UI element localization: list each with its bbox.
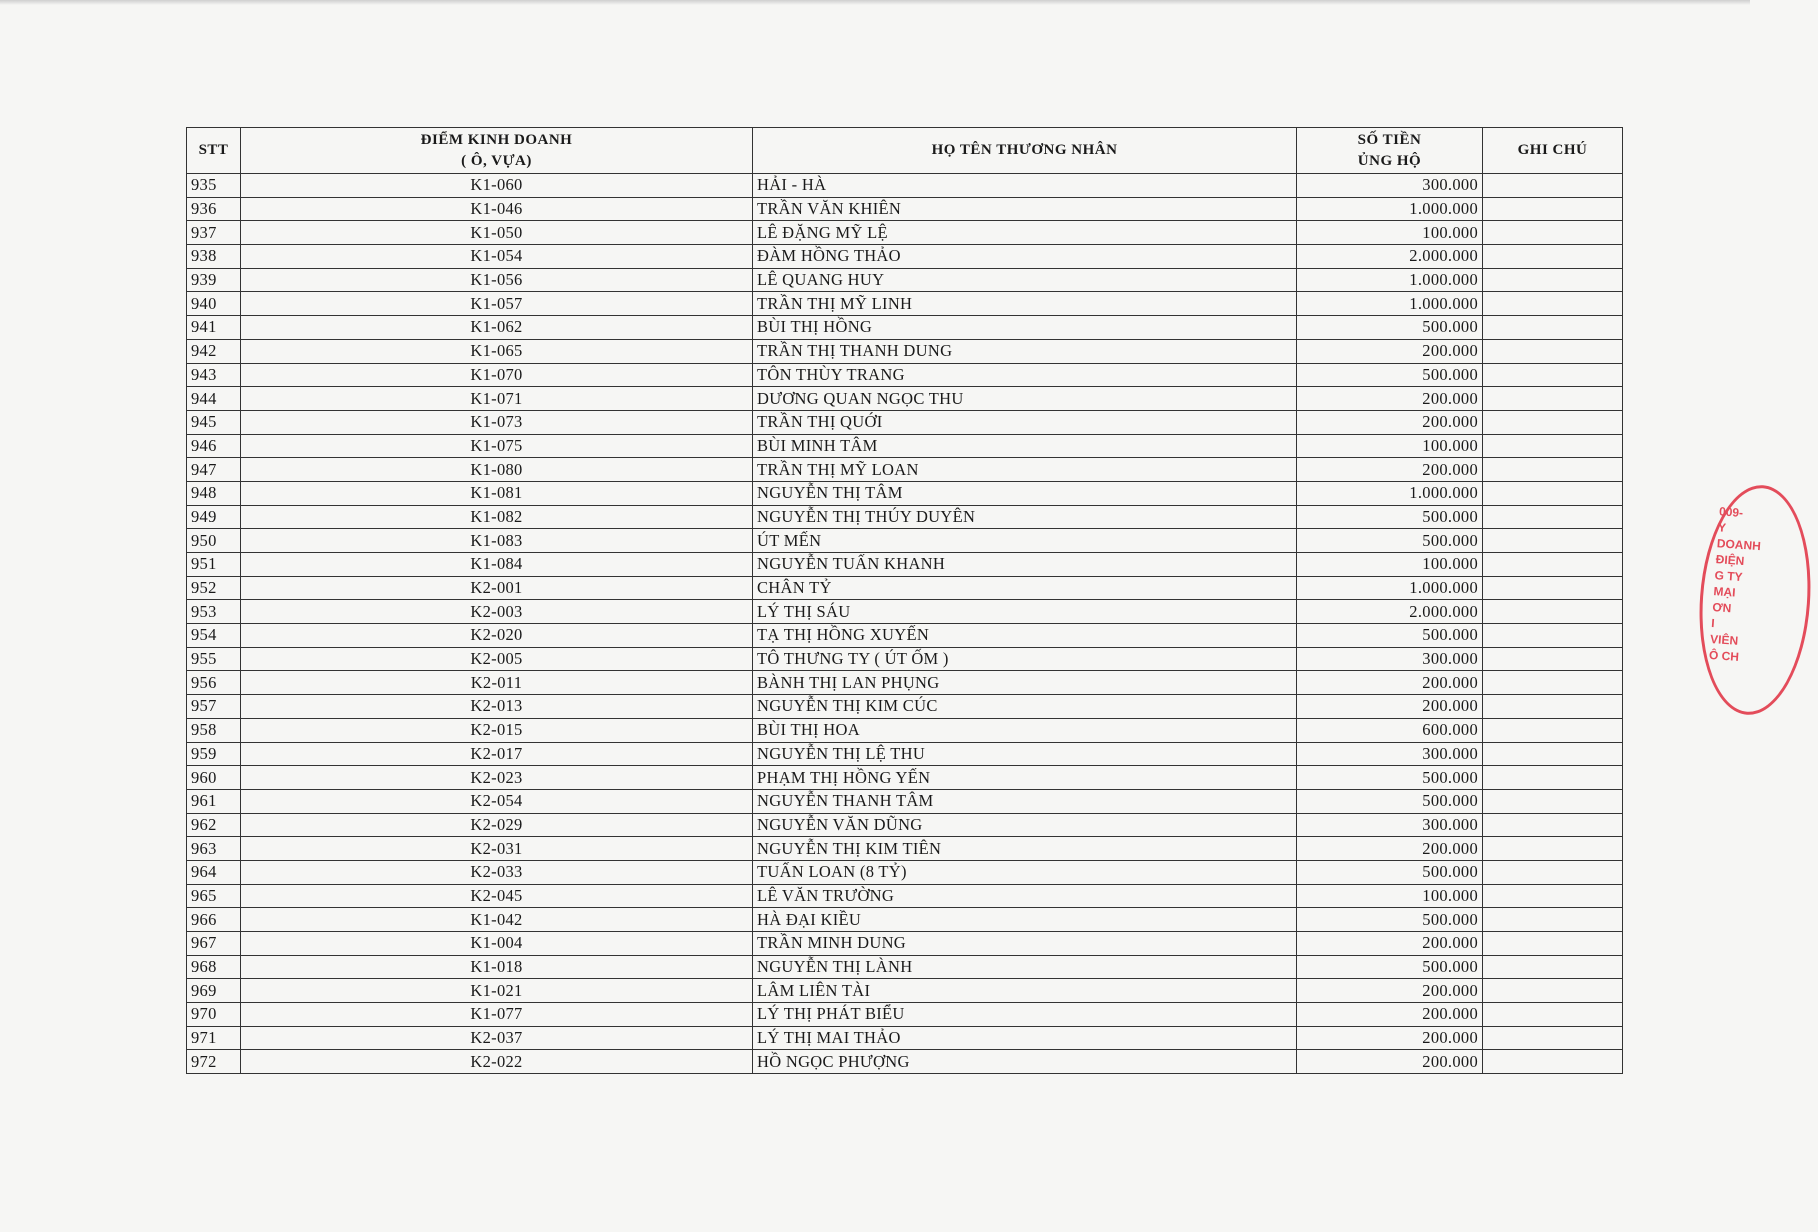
cell-business-point: K1-046: [241, 197, 753, 221]
cell-business-point: K2-017: [241, 742, 753, 766]
cell-amount: 1.000.000: [1297, 576, 1483, 600]
cell-note: [1483, 884, 1623, 908]
page-top-edge: [0, 0, 1750, 5]
table-row: [187, 600, 1623, 624]
cell-note: [1483, 576, 1623, 600]
cell-merchant-name: TÔN THÙY TRANG: [753, 363, 1297, 387]
cell-business-point: K2-023: [241, 766, 753, 790]
cell-stt: 948: [187, 481, 241, 505]
header-business-point-line2: ( Ô, VỰA): [461, 152, 532, 169]
table-row: [187, 908, 1623, 932]
cell-amount: 500.000: [1297, 363, 1483, 387]
cell-amount: 100.000: [1297, 434, 1483, 458]
cell-amount: 300.000: [1297, 174, 1483, 198]
cell-stt: 964: [187, 860, 241, 884]
cell-merchant-name: HẢI - HÀ: [753, 174, 1297, 198]
cell-amount: 1.000.000: [1297, 481, 1483, 505]
table-row: [187, 837, 1623, 861]
cell-amount: 100.000: [1297, 553, 1483, 577]
cell-stt: 957: [187, 695, 241, 719]
cell-merchant-name: ÚT MẾN: [753, 529, 1297, 553]
cell-stt: 962: [187, 813, 241, 837]
cell-amount: 500.000: [1297, 908, 1483, 932]
cell-amount: 500.000: [1297, 316, 1483, 340]
cell-merchant-name: DƯƠNG QUAN NGỌC THU: [753, 387, 1297, 411]
cell-merchant-name: NGUYỄN THỊ LÀNH: [753, 955, 1297, 979]
cell-business-point: K1-070: [241, 363, 753, 387]
cell-note: [1483, 955, 1623, 979]
cell-amount: 500.000: [1297, 529, 1483, 553]
cell-business-point: K1-071: [241, 387, 753, 411]
header-amount-line2: ỦNG HỘ: [1357, 152, 1422, 169]
cell-stt: 946: [187, 434, 241, 458]
cell-merchant-name: LÝ THỊ MAI THẢO: [753, 1026, 1297, 1050]
cell-note: [1483, 339, 1623, 363]
cell-business-point: K2-020: [241, 624, 753, 648]
cell-note: [1483, 979, 1623, 1003]
cell-merchant-name: BÀNH THỊ LAN PHỤNG: [753, 671, 1297, 695]
cell-note: [1483, 718, 1623, 742]
cell-business-point: K1-056: [241, 268, 753, 292]
cell-merchant-name: HÀ ĐẠI KIỀU: [753, 908, 1297, 932]
cell-amount: 100.000: [1297, 221, 1483, 245]
cell-business-point: K2-011: [241, 671, 753, 695]
table-row: [187, 363, 1623, 387]
cell-business-point: K1-084: [241, 553, 753, 577]
cell-merchant-name: TRẦN THỊ QUỚI: [753, 410, 1297, 434]
cell-business-point: K1-018: [241, 955, 753, 979]
cell-amount: 100.000: [1297, 884, 1483, 908]
stamp-text-line: Y: [1717, 520, 1727, 535]
cell-business-point: K2-001: [241, 576, 753, 600]
table-row: [187, 481, 1623, 505]
stamp-text-line: G TY: [1714, 568, 1744, 585]
cell-stt: 956: [187, 671, 241, 695]
table-body: [187, 174, 1623, 1074]
table-row: [187, 789, 1623, 813]
cell-note: [1483, 624, 1623, 648]
cell-merchant-name: TUẤN LOAN (8 TỶ): [753, 860, 1297, 884]
cell-stt: 951: [187, 553, 241, 577]
cell-merchant-name: TRẦN MINH DUNG: [753, 932, 1297, 956]
cell-amount: 200.000: [1297, 671, 1483, 695]
table-row: [187, 695, 1623, 719]
table-row: [187, 268, 1623, 292]
cell-merchant-name: CHÂN TỶ: [753, 576, 1297, 600]
cell-merchant-name: NGUYỄN VĂN DŨNG: [753, 813, 1297, 837]
table-row: [187, 742, 1623, 766]
cell-stt: 953: [187, 600, 241, 624]
header-merchant-name: [753, 128, 1297, 174]
cell-stt: 961: [187, 789, 241, 813]
cell-merchant-name: NGUYỄN THỊ LỆ THU: [753, 742, 1297, 766]
table-row: [187, 316, 1623, 340]
cell-stt: 966: [187, 908, 241, 932]
cell-amount: 200.000: [1297, 410, 1483, 434]
stamp-text-line: 009-: [1718, 504, 1744, 520]
cell-merchant-name: BÙI THỊ HỒNG: [753, 316, 1297, 340]
red-seal-stamp: [1692, 481, 1818, 718]
cell-stt: 936: [187, 197, 241, 221]
cell-note: [1483, 529, 1623, 553]
cell-note: [1483, 268, 1623, 292]
stamp-text-line: ĐIỆN: [1715, 552, 1745, 569]
cell-business-point: K1-060: [241, 174, 753, 198]
table-row: [187, 434, 1623, 458]
cell-merchant-name: HỒ NGỌC PHƯỢNG: [753, 1050, 1297, 1074]
cell-note: [1483, 647, 1623, 671]
header-stt-label: STT: [198, 142, 229, 158]
cell-note: [1483, 742, 1623, 766]
cell-amount: 2.000.000: [1297, 600, 1483, 624]
table-row: [187, 576, 1623, 600]
cell-business-point: K1-054: [241, 245, 753, 269]
stamp-text-line: I: [1710, 616, 1716, 631]
cell-note: [1483, 813, 1623, 837]
table-row: [187, 529, 1623, 553]
cell-business-point: K1-050: [241, 221, 753, 245]
cell-note: [1483, 245, 1623, 269]
header-stt: [187, 128, 241, 174]
table-row: [187, 1050, 1623, 1074]
cell-merchant-name: LÂM LIÊN TÀI: [753, 979, 1297, 1003]
cell-note: [1483, 860, 1623, 884]
cell-stt: 954: [187, 624, 241, 648]
cell-amount: 1.000.000: [1297, 268, 1483, 292]
cell-business-point: K2-031: [241, 837, 753, 861]
cell-merchant-name: NGUYỄN THỊ TÂM: [753, 481, 1297, 505]
cell-business-point: K1-075: [241, 434, 753, 458]
cell-merchant-name: NGUYỄN THỊ THÚY DUYÊN: [753, 505, 1297, 529]
cell-merchant-name: TÔ THƯNG TY ( ÚT ỐM ): [753, 647, 1297, 671]
table-row: [187, 387, 1623, 411]
table-header-row: [187, 128, 1623, 174]
cell-business-point: K2-005: [241, 647, 753, 671]
stamp-text-line: ƠN: [1711, 600, 1732, 616]
cell-note: [1483, 553, 1623, 577]
cell-stt: 952: [187, 576, 241, 600]
cell-amount: 200.000: [1297, 695, 1483, 719]
table-row: [187, 458, 1623, 482]
cell-merchant-name: TRẦN THỊ MỸ LINH: [753, 292, 1297, 316]
cell-stt: 943: [187, 363, 241, 387]
table-row: [187, 505, 1623, 529]
header-amount: [1297, 128, 1483, 174]
table-row: [187, 647, 1623, 671]
cell-stt: 963: [187, 837, 241, 861]
cell-note: [1483, 458, 1623, 482]
cell-merchant-name: LÝ THỊ PHÁT BIỂU: [753, 1003, 1297, 1027]
cell-business-point: K1-042: [241, 908, 753, 932]
cell-stt: 971: [187, 1026, 241, 1050]
cell-merchant-name: TRẦN THỊ MỸ LOAN: [753, 458, 1297, 482]
cell-amount: 500.000: [1297, 860, 1483, 884]
cell-stt: 959: [187, 742, 241, 766]
cell-stt: 950: [187, 529, 241, 553]
table-row: [187, 860, 1623, 884]
cell-note: [1483, 837, 1623, 861]
cell-business-point: K2-033: [241, 860, 753, 884]
cell-amount: 200.000: [1297, 387, 1483, 411]
cell-stt: 965: [187, 884, 241, 908]
cell-note: [1483, 434, 1623, 458]
table-row: [187, 624, 1623, 648]
cell-note: [1483, 600, 1623, 624]
cell-stt: 939: [187, 268, 241, 292]
cell-merchant-name: TẠ THỊ HỒNG XUYẾN: [753, 624, 1297, 648]
table-row: [187, 932, 1623, 956]
cell-business-point: K1-077: [241, 1003, 753, 1027]
cell-business-point: K1-021: [241, 979, 753, 1003]
cell-merchant-name: LÊ VĂN TRƯỜNG: [753, 884, 1297, 908]
table-row: [187, 955, 1623, 979]
cell-note: [1483, 221, 1623, 245]
table-row: [187, 671, 1623, 695]
cell-stt: 967: [187, 932, 241, 956]
cell-amount: 300.000: [1297, 647, 1483, 671]
cell-stt: 968: [187, 955, 241, 979]
cell-business-point: K2-015: [241, 718, 753, 742]
cell-stt: 972: [187, 1050, 241, 1074]
cell-amount: 500.000: [1297, 766, 1483, 790]
cell-note: [1483, 789, 1623, 813]
cell-stt: 949: [187, 505, 241, 529]
cell-stt: 937: [187, 221, 241, 245]
header-note: [1483, 128, 1623, 174]
cell-merchant-name: TRẦN THỊ THANH DUNG: [753, 339, 1297, 363]
cell-business-point: K2-029: [241, 813, 753, 837]
cell-note: [1483, 316, 1623, 340]
cell-merchant-name: NGUYỄN THANH TÂM: [753, 789, 1297, 813]
cell-note: [1483, 292, 1623, 316]
cell-amount: 2.000.000: [1297, 245, 1483, 269]
cell-amount: 200.000: [1297, 1003, 1483, 1027]
cell-amount: 500.000: [1297, 789, 1483, 813]
table-row: [187, 979, 1623, 1003]
cell-amount: 300.000: [1297, 742, 1483, 766]
cell-business-point: K1-062: [241, 316, 753, 340]
cell-stt: 955: [187, 647, 241, 671]
table-row: [187, 766, 1623, 790]
cell-amount: 200.000: [1297, 979, 1483, 1003]
cell-stt: 944: [187, 387, 241, 411]
cell-note: [1483, 695, 1623, 719]
cell-amount: 500.000: [1297, 505, 1483, 529]
table-row: [187, 339, 1623, 363]
cell-amount: 1.000.000: [1297, 197, 1483, 221]
cell-note: [1483, 197, 1623, 221]
stamp-text-line: VIÊN: [1709, 631, 1739, 648]
cell-merchant-name: NGUYỄN TUẤN KHANH: [753, 553, 1297, 577]
stamp-text-line: DOANH: [1716, 536, 1762, 554]
header-note-label: GHI CHÚ: [1517, 142, 1588, 158]
cell-stt: 938: [187, 245, 241, 269]
cell-business-point: K2-037: [241, 1026, 753, 1050]
header-business-point-line1: ĐIỂM KINH DOANH: [420, 131, 573, 148]
cell-stt: 940: [187, 292, 241, 316]
cell-stt: 960: [187, 766, 241, 790]
cell-business-point: K2-054: [241, 789, 753, 813]
header-business-point: [241, 128, 753, 174]
cell-amount: 200.000: [1297, 458, 1483, 482]
cell-business-point: K2-022: [241, 1050, 753, 1074]
cell-amount: 200.000: [1297, 1050, 1483, 1074]
cell-amount: 500.000: [1297, 624, 1483, 648]
cell-amount: 200.000: [1297, 932, 1483, 956]
cell-stt: 970: [187, 1003, 241, 1027]
table-row: [187, 292, 1623, 316]
cell-stt: 941: [187, 316, 241, 340]
header-amount-line1: SỐ TIỀN: [1357, 131, 1422, 148]
cell-note: [1483, 363, 1623, 387]
cell-note: [1483, 766, 1623, 790]
cell-stt: 947: [187, 458, 241, 482]
cell-note: [1483, 174, 1623, 198]
cell-stt: 945: [187, 410, 241, 434]
cell-merchant-name: LÊ QUANG HUY: [753, 268, 1297, 292]
cell-stt: 969: [187, 979, 241, 1003]
table-row: [187, 410, 1623, 434]
cell-business-point: K2-045: [241, 884, 753, 908]
cell-stt: 942: [187, 339, 241, 363]
cell-business-point: K1-073: [241, 410, 753, 434]
donation-table: [186, 127, 1623, 1074]
cell-note: [1483, 932, 1623, 956]
document-sheet: [186, 127, 1622, 1074]
cell-merchant-name: BÙI THỊ HOA: [753, 718, 1297, 742]
table-row: [187, 813, 1623, 837]
cell-amount: 200.000: [1297, 1026, 1483, 1050]
cell-business-point: K1-082: [241, 505, 753, 529]
cell-amount: 600.000: [1297, 718, 1483, 742]
cell-note: [1483, 505, 1623, 529]
cell-note: [1483, 410, 1623, 434]
cell-note: [1483, 1026, 1623, 1050]
cell-business-point: K1-004: [241, 932, 753, 956]
cell-business-point: K2-003: [241, 600, 753, 624]
cell-business-point: K1-065: [241, 339, 753, 363]
table-row: [187, 553, 1623, 577]
cell-merchant-name: LÊ ĐẶNG MỸ LỆ: [753, 221, 1297, 245]
cell-amount: 200.000: [1297, 837, 1483, 861]
table-row: [187, 174, 1623, 198]
cell-merchant-name: NGUYỄN THỊ KIM TIÊN: [753, 837, 1297, 861]
table-row: [187, 718, 1623, 742]
table-row: [187, 884, 1623, 908]
cell-amount: 500.000: [1297, 955, 1483, 979]
cell-merchant-name: PHẠM THỊ HỒNG YẾN: [753, 766, 1297, 790]
cell-merchant-name: ĐÀM HỒNG THẢO: [753, 245, 1297, 269]
cell-note: [1483, 908, 1623, 932]
table-row: [187, 1003, 1623, 1027]
cell-business-point: K1-080: [241, 458, 753, 482]
cell-business-point: K1-081: [241, 481, 753, 505]
cell-amount: 1.000.000: [1297, 292, 1483, 316]
cell-amount: 200.000: [1297, 339, 1483, 363]
cell-note: [1483, 387, 1623, 411]
cell-stt: 935: [187, 174, 241, 198]
header-merchant-name-label: HỌ TÊN THƯƠNG NHÂN: [931, 142, 1118, 158]
cell-merchant-name: BÙI MINH TÂM: [753, 434, 1297, 458]
table-row: [187, 245, 1623, 269]
cell-merchant-name: TRẦN VĂN KHIÊN: [753, 197, 1297, 221]
cell-note: [1483, 1050, 1623, 1074]
stamp-text-line: Ô CH: [1708, 647, 1740, 665]
cell-business-point: K1-057: [241, 292, 753, 316]
stamp-text-line: MẠI: [1713, 584, 1736, 600]
cell-merchant-name: LÝ THỊ SÁU: [753, 600, 1297, 624]
cell-note: [1483, 1003, 1623, 1027]
cell-note: [1483, 671, 1623, 695]
cell-merchant-name: NGUYỄN THỊ KIM CÚC: [753, 695, 1297, 719]
cell-stt: 958: [187, 718, 241, 742]
table-row: [187, 221, 1623, 245]
cell-business-point: K2-013: [241, 695, 753, 719]
table-row: [187, 197, 1623, 221]
cell-note: [1483, 481, 1623, 505]
table-row: [187, 1026, 1623, 1050]
cell-amount: 300.000: [1297, 813, 1483, 837]
cell-business-point: K1-083: [241, 529, 753, 553]
